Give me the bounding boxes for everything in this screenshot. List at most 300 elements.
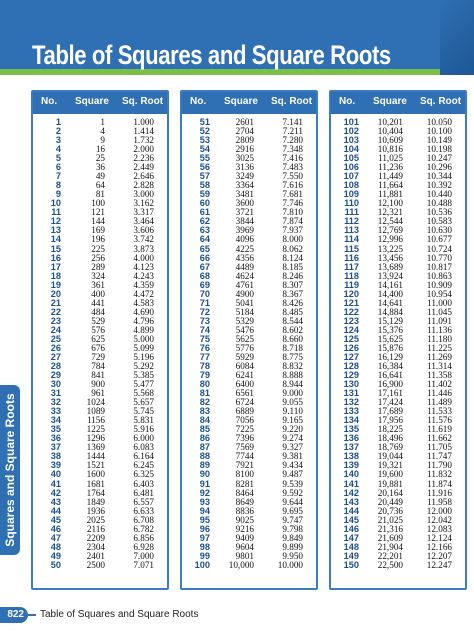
sq-root-cell: 7.746 [282, 198, 303, 209]
row-group [33, 480, 167, 525]
sq-root-cell: 3.606 [133, 225, 154, 236]
number-cell: 120 [343, 288, 359, 299]
header-square: Square [75, 96, 109, 107]
number-cell: 51 [199, 117, 210, 127]
square-cell: 19,600 [377, 469, 403, 480]
title-bar-fold [440, 0, 474, 75]
number-cell: 8 [55, 180, 61, 191]
sq-root-cell: 9.487 [282, 469, 303, 480]
square-cell: 5476 [235, 324, 254, 335]
number-cell: 108 [343, 180, 359, 191]
number-cell: 16 [50, 252, 61, 263]
sq-root-cell: 11.958 [427, 496, 452, 507]
sq-root-cell: 8.660 [282, 333, 303, 344]
square-cell: 16,900 [377, 379, 403, 390]
number-cell: 126 [343, 342, 359, 353]
sq-root-cell: 3.742 [133, 234, 154, 245]
square-cell: 13,225 [377, 243, 403, 254]
sq-root-cell: 5.916 [133, 424, 154, 435]
page-title: Table of Squares and Square Roots [32, 40, 391, 70]
sq-root-cell: 11.446 [427, 388, 452, 399]
number-cell: 97 [199, 532, 210, 543]
square-cell: 4225 [235, 243, 254, 254]
sq-root-cell: 8.544 [282, 315, 303, 326]
sq-root-cell: 10.677 [426, 234, 452, 245]
sq-root-cell: 10.488 [426, 198, 452, 209]
square-cell: 4 [100, 126, 105, 137]
number-cell: 142 [343, 487, 359, 498]
square-cell: 625 [91, 333, 105, 344]
square-cell: 6241 [235, 370, 254, 381]
sq-root-cell: 7.141 [282, 117, 303, 127]
row-group [182, 389, 316, 434]
number-cell: 99 [199, 550, 210, 561]
header-square: Square [224, 96, 258, 107]
number-cell: 52 [199, 126, 210, 137]
number-cell: 123 [343, 315, 359, 326]
square-cell: 19,044 [377, 451, 403, 462]
sq-root-cell: 8.832 [282, 361, 303, 371]
square-cell: 6724 [235, 397, 254, 408]
sq-root-cell: 2.236 [133, 153, 154, 164]
sq-root-cell: 11.091 [427, 315, 452, 326]
square-cell: 15,876 [377, 342, 403, 353]
square-cell: 1849 [86, 496, 105, 507]
square-cell: 4761 [235, 279, 254, 290]
sq-root-cell: 9.849 [282, 532, 303, 543]
number-cell: 73 [199, 315, 210, 326]
row-group [331, 525, 465, 570]
number-cell: 18 [50, 270, 61, 281]
number-cell: 61 [199, 207, 210, 218]
number-cell: 145 [343, 514, 359, 525]
square-cell: 7056 [235, 415, 254, 426]
number-cell: 56 [199, 162, 210, 173]
page-footer [0, 607, 474, 625]
number-cell: 63 [199, 225, 210, 236]
number-cell: 89 [199, 460, 210, 471]
number-cell: 94 [199, 505, 210, 516]
number-cell: 105 [343, 153, 359, 164]
sq-root-cell: 6.245 [133, 460, 154, 471]
sq-root-cell: 8.062 [282, 243, 303, 254]
square-cell: 15,376 [377, 324, 403, 335]
square-cell: 841 [91, 370, 105, 381]
header-sq-root: Sq. Root [122, 96, 164, 107]
sq-root-cell: 4.243 [133, 270, 154, 281]
number-cell: 84 [199, 415, 210, 426]
row-group [33, 254, 167, 299]
sq-root-cell: 10.909 [426, 279, 452, 290]
number-cell: 122 [343, 306, 359, 317]
table-panel-2 [180, 90, 318, 590]
square-cell: 8100 [235, 469, 254, 480]
square-cell: 64 [95, 180, 105, 191]
sq-root-cell: 8.124 [282, 252, 303, 263]
square-cell: 14,641 [377, 297, 403, 308]
sq-root-cell: 4.472 [133, 288, 154, 299]
number-cell: 32 [50, 397, 61, 408]
number-cell: 62 [199, 216, 210, 227]
number-cell: 90 [199, 469, 210, 480]
number-cell: 55 [199, 153, 210, 164]
square-cell: 4356 [235, 252, 254, 263]
square-cell: 5929 [235, 351, 254, 362]
sq-root-cell: 8.367 [282, 288, 303, 299]
header-no: No. [190, 96, 207, 107]
number-cell: 149 [343, 550, 359, 561]
number-cell: 10 [50, 198, 61, 209]
sq-root-cell: 3.873 [133, 243, 154, 254]
number-cell: 114 [344, 234, 359, 245]
sq-root-cell: 7.071 [133, 559, 154, 570]
number-cell: 47 [50, 532, 61, 543]
sq-root-cell: 8.775 [282, 351, 303, 362]
square-cell: 19,881 [377, 478, 403, 489]
sq-root-cell: 10.296 [426, 162, 452, 173]
sq-root-cell: 7.211 [282, 126, 303, 137]
sq-root-cell: 10.344 [426, 171, 452, 182]
number-cell: 39 [50, 460, 61, 471]
number-cell: 113 [344, 225, 359, 236]
sq-root-cell: 11.662 [427, 433, 452, 444]
square-cell: 676 [91, 342, 105, 353]
number-cell: 127 [343, 351, 359, 362]
table-rows [331, 118, 465, 570]
sq-root-cell: 10.198 [426, 144, 452, 155]
square-cell: 3844 [235, 216, 254, 227]
square-cell: 1089 [86, 406, 105, 417]
square-cell: 10,201 [377, 117, 403, 127]
square-cell: 3481 [235, 189, 254, 200]
number-cell: 71 [199, 297, 210, 308]
number-cell: 131 [343, 388, 359, 399]
number-cell: 46 [50, 523, 61, 534]
sq-root-cell: 1.732 [133, 135, 154, 146]
number-cell: 19 [50, 279, 61, 290]
square-cell: 36 [95, 162, 105, 173]
square-cell: 8281 [235, 478, 254, 489]
square-cell: 4489 [235, 261, 254, 272]
number-cell: 134 [343, 415, 359, 426]
row-group [331, 480, 465, 525]
square-cell: 14,884 [377, 306, 403, 317]
table-rows [33, 118, 167, 570]
sq-root-cell: 10.247 [426, 153, 452, 164]
number-cell: 40 [50, 469, 61, 480]
square-cell: 7744 [235, 451, 254, 462]
square-cell: 900 [91, 379, 105, 390]
sq-root-cell: 11.000 [427, 297, 452, 308]
number-cell: 57 [199, 171, 210, 182]
sq-root-cell: 5.292 [133, 361, 154, 371]
number-cell: 141 [343, 478, 359, 489]
sq-root-cell: 4.796 [133, 315, 154, 326]
number-cell: 117 [344, 261, 359, 272]
square-cell: 5625 [235, 333, 254, 344]
number-cell: 98 [199, 541, 210, 552]
square-cell: 2025 [86, 514, 105, 525]
square-cell: 9216 [235, 523, 254, 534]
square-cell: 4096 [235, 234, 254, 245]
number-cell: 24 [50, 324, 61, 335]
square-cell: 3969 [235, 225, 254, 236]
square-cell: 1681 [86, 478, 105, 489]
number-cell: 29 [50, 370, 61, 381]
row-group [33, 525, 167, 570]
square-cell: 21,609 [377, 532, 403, 543]
sq-root-cell: 11.045 [427, 306, 452, 317]
number-cell: 6 [55, 162, 61, 173]
sq-root-cell: 7.810 [282, 207, 303, 218]
square-cell: 2809 [235, 135, 254, 146]
number-cell: 80 [199, 379, 210, 390]
sq-root-cell: 11.269 [427, 351, 452, 362]
row-group [33, 389, 167, 434]
number-cell: 1 [55, 117, 61, 127]
header-sq-root: Sq. Root [420, 96, 462, 107]
square-cell: 324 [91, 270, 105, 281]
sq-root-cell: 9.899 [282, 541, 303, 552]
square-cell: 11,664 [378, 180, 403, 191]
table-rows [182, 118, 316, 570]
sq-root-cell: 9.539 [282, 478, 303, 489]
square-cell: 22,201 [377, 550, 403, 561]
square-cell: 18,769 [377, 442, 403, 453]
row-group [182, 163, 316, 208]
square-cell: 1296 [86, 433, 105, 444]
row-group [331, 163, 465, 208]
square-cell: 1 [100, 117, 105, 127]
table-row [331, 561, 465, 570]
sq-root-cell: 7.616 [282, 180, 303, 191]
row-group [331, 299, 465, 344]
square-cell: 3249 [235, 171, 254, 182]
square-cell: 961 [91, 388, 105, 399]
row-group [331, 389, 465, 434]
square-cell: 1936 [86, 505, 105, 516]
square-cell: 729 [91, 351, 105, 362]
number-cell: 78 [199, 361, 210, 371]
sq-root-cell: 9.592 [282, 487, 303, 498]
sq-root-cell: 10.863 [426, 270, 452, 281]
sq-root-cell: 9.327 [282, 442, 303, 453]
square-cell: 2500 [86, 559, 105, 570]
square-cell: 1764 [86, 487, 105, 498]
number-cell: 146 [343, 523, 359, 534]
number-cell: 43 [50, 496, 61, 507]
square-cell: 169 [91, 225, 105, 236]
sq-root-cell: 11.402 [427, 379, 452, 390]
sq-root-cell: 10.536 [426, 207, 452, 218]
number-cell: 5 [55, 153, 61, 164]
square-cell: 49 [95, 171, 105, 182]
number-cell: 87 [199, 442, 210, 453]
number-cell: 116 [344, 252, 359, 263]
number-cell: 12 [50, 216, 61, 227]
sq-root-cell: 8.426 [282, 297, 303, 308]
square-cell: 10,404 [377, 126, 403, 137]
number-cell: 42 [50, 487, 61, 498]
sq-root-cell: 8.888 [282, 370, 303, 381]
sq-root-cell: 11.358 [427, 370, 452, 381]
square-cell: 22,500 [377, 559, 403, 570]
number-cell: 38 [50, 451, 61, 462]
square-cell: 484 [91, 306, 105, 317]
row-group [182, 434, 316, 479]
number-cell: 111 [344, 207, 359, 218]
row-group [331, 254, 465, 299]
number-cell: 125 [343, 333, 359, 344]
sq-root-cell: 6.856 [133, 532, 154, 543]
number-cell: 93 [199, 496, 210, 507]
sq-root-cell: 3.464 [133, 216, 154, 227]
table-panel-1 [31, 90, 169, 590]
square-cell: 16,641 [377, 370, 403, 381]
sq-root-cell: 6.557 [133, 496, 154, 507]
number-cell: 119 [344, 279, 359, 290]
sq-root-cell: 10.630 [426, 225, 452, 236]
square-cell: 6084 [235, 361, 254, 371]
square-cell: 12,996 [377, 234, 403, 245]
number-cell: 33 [50, 406, 61, 417]
sq-root-cell: 9.695 [282, 505, 303, 516]
sq-root-cell: 5.000 [133, 333, 154, 344]
number-cell: 124 [343, 324, 359, 335]
number-cell: 91 [199, 478, 210, 489]
number-cell: 115 [344, 243, 359, 254]
number-cell: 11 [51, 207, 61, 218]
square-cell: 4624 [235, 270, 254, 281]
sq-root-cell: 11.180 [427, 333, 452, 344]
square-cell: 3600 [235, 198, 254, 209]
number-cell: 21 [50, 297, 61, 308]
sq-root-cell: 7.000 [133, 550, 154, 561]
square-cell: 20,449 [377, 496, 403, 507]
sq-root-cell: 6.403 [133, 478, 154, 489]
sq-root-cell: 8.000 [282, 234, 303, 245]
square-cell: 9 [100, 135, 105, 146]
table-row [182, 561, 316, 570]
number-cell: 85 [199, 424, 210, 435]
row-group [182, 299, 316, 344]
number-cell: 88 [199, 451, 210, 462]
number-cell: 65 [199, 243, 210, 254]
sq-root-cell: 8.307 [282, 279, 303, 290]
number-cell: 144 [343, 505, 359, 516]
table-header [331, 92, 465, 114]
number-cell: 102 [343, 126, 359, 137]
number-cell: 140 [343, 469, 359, 480]
sq-root-cell: 11.916 [427, 487, 452, 498]
number-cell: 26 [50, 342, 61, 353]
number-cell: 77 [199, 351, 210, 362]
square-cell: 21,904 [377, 541, 403, 552]
sq-root-cell: 7.280 [282, 135, 303, 146]
square-cell: 18,496 [377, 433, 403, 444]
number-cell: 27 [50, 351, 61, 362]
number-cell: 72 [199, 306, 210, 317]
table-header [182, 92, 316, 114]
number-cell: 135 [343, 424, 359, 435]
sq-root-cell: 11.619 [427, 424, 452, 435]
row-group [33, 118, 167, 163]
square-cell: 1225 [86, 424, 105, 435]
number-cell: 53 [199, 135, 210, 146]
sq-root-cell: 10.724 [426, 243, 452, 254]
sq-root-cell: 5.099 [133, 342, 154, 353]
sq-root-cell: 7.550 [282, 171, 303, 182]
square-cell: 576 [91, 324, 105, 335]
square-cell: 4900 [235, 288, 254, 299]
table-row [33, 561, 167, 570]
sq-root-cell: 9.055 [282, 397, 303, 408]
number-cell: 130 [343, 379, 359, 390]
square-cell: 13,689 [377, 261, 403, 272]
sq-root-cell: 7.681 [282, 189, 303, 200]
square-cell: 225 [91, 243, 105, 254]
square-cell: 9801 [235, 550, 254, 561]
sq-root-cell: 11.790 [427, 460, 452, 471]
number-cell: 67 [199, 261, 210, 272]
sq-root-cell: 3.162 [133, 198, 154, 209]
sq-root-cell: 9.644 [282, 496, 303, 507]
square-cell: 2601 [235, 117, 254, 127]
sq-root-cell: 7.416 [282, 153, 303, 164]
row-group [33, 163, 167, 208]
number-cell: 132 [343, 397, 359, 408]
sq-root-cell: 6.325 [133, 469, 154, 480]
sq-root-cell: 2.000 [133, 144, 154, 155]
number-cell: 107 [343, 171, 359, 182]
sq-root-cell: 1.000 [133, 117, 154, 127]
number-cell: 75 [199, 333, 210, 344]
row-group [331, 344, 465, 389]
sq-root-cell: 2.449 [133, 162, 154, 173]
number-cell: 30 [50, 379, 61, 390]
sq-root-cell: 10.050 [426, 117, 452, 127]
square-cell: 12,769 [377, 225, 403, 236]
square-cell: 17,689 [377, 406, 403, 417]
square-cell: 20,164 [377, 487, 403, 498]
sq-root-cell: 6.000 [133, 433, 154, 444]
square-cell: 8464 [235, 487, 254, 498]
square-cell: 12,321 [377, 207, 403, 218]
square-cell: 1156 [86, 415, 105, 426]
sq-root-cell: 7.937 [282, 225, 303, 236]
square-cell: 2401 [86, 550, 105, 561]
square-cell: 12,100 [377, 198, 403, 209]
sq-root-cell: 12.083 [426, 523, 452, 534]
number-cell: 54 [199, 144, 210, 155]
number-cell: 148 [343, 541, 359, 552]
square-cell: 2704 [235, 126, 254, 137]
number-cell: 20 [50, 288, 61, 299]
number-cell: 50 [50, 559, 61, 570]
sq-root-cell: 9.434 [282, 460, 303, 471]
sq-root-cell: 9.000 [282, 388, 303, 399]
square-cell: 6561 [235, 388, 254, 399]
row-group [33, 434, 167, 479]
sq-root-cell: 11.832 [427, 469, 452, 480]
sq-root-cell: 8.485 [282, 306, 303, 317]
number-cell: 13 [50, 225, 61, 236]
number-cell: 4 [55, 144, 61, 155]
number-cell: 59 [199, 189, 210, 200]
sq-root-cell: 7.348 [282, 144, 303, 155]
sq-root-cell: 11.576 [427, 415, 452, 426]
number-cell: 76 [199, 342, 210, 353]
